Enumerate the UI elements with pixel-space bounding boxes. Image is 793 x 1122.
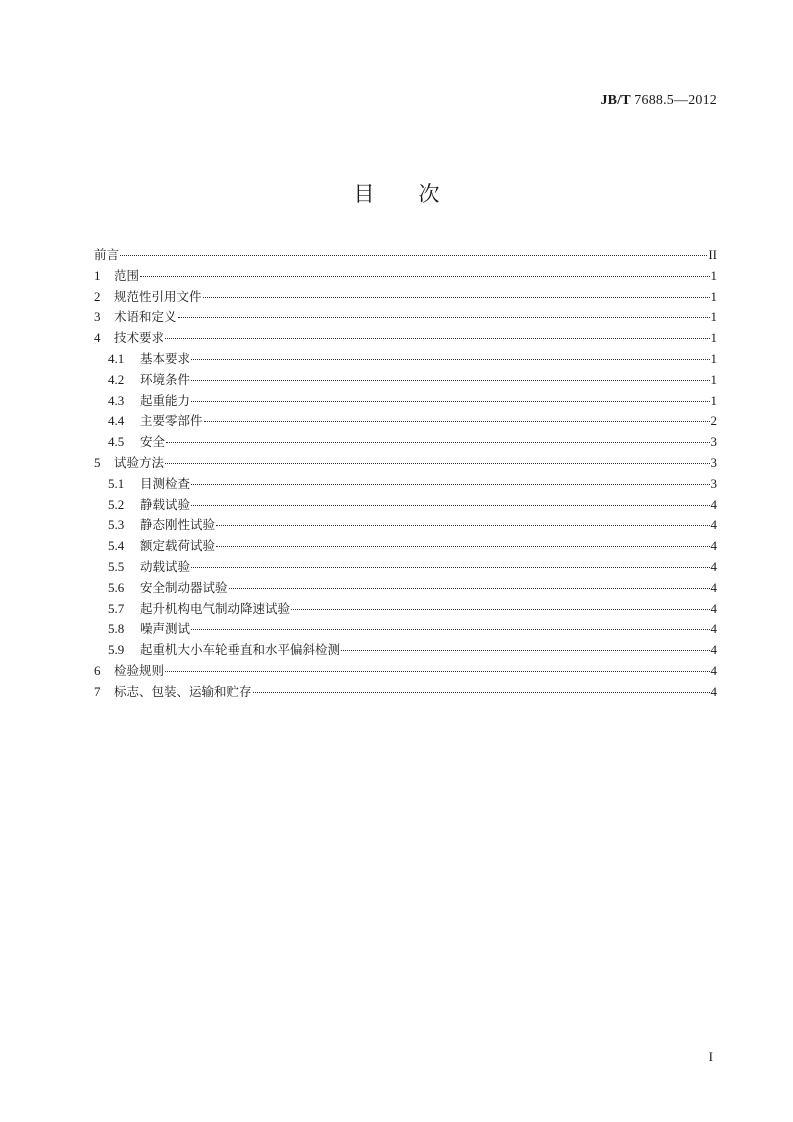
toc-entry-number: 7	[94, 683, 101, 699]
toc-entry-number: 5.7	[108, 600, 125, 616]
toc-entry-title: 前言	[94, 247, 120, 262]
toc-entry-page: 4	[710, 600, 717, 616]
toc-entry[interactable]	[94, 411, 717, 432]
toc-entry-number: 5.9	[108, 642, 125, 658]
toc-entry[interactable]	[94, 640, 717, 661]
toc-entry[interactable]	[94, 536, 717, 557]
toc-entry-title: 动载试验	[140, 558, 191, 574]
toc-dot-leader	[229, 588, 710, 589]
toc-entry[interactable]	[94, 619, 717, 640]
toc-entry-page: 3	[710, 454, 717, 470]
toc-dot-leader	[191, 401, 709, 402]
toc-entry[interactable]	[94, 266, 717, 287]
toc-entry-page: 2	[710, 413, 717, 429]
toc-dot-leader	[191, 505, 709, 506]
toc-entry-page: 4	[710, 662, 717, 678]
toc-entry-page: 1	[710, 288, 717, 304]
toc-entry-page: 4	[710, 496, 717, 512]
toc-entry[interactable]	[94, 432, 717, 453]
toc-dot-leader	[203, 297, 710, 298]
toc-entry-page: 1	[710, 267, 717, 283]
toc-entry-number: 4.5	[108, 434, 125, 450]
toc-entry-title: 标志、包装、运输和贮存	[114, 683, 252, 699]
toc-title: 目次	[353, 182, 484, 206]
toc-entry[interactable]	[94, 370, 717, 391]
toc-entry-number: 4.4	[108, 413, 125, 429]
toc-entry-number: 1	[94, 267, 101, 283]
toc-entry[interactable]	[94, 245, 717, 266]
toc-entry-number: 4.3	[108, 392, 125, 408]
toc-entry-title: 主要零部件	[140, 413, 203, 429]
toc-entry-page: 3	[710, 434, 717, 450]
document-code-prefix: JB/T	[600, 93, 631, 108]
toc-entry-page: 1	[710, 350, 717, 366]
toc-entry-title: 技术要求	[114, 330, 165, 346]
toc-entry-page: 1	[710, 330, 717, 346]
toc-entry-page: II	[708, 247, 717, 262]
toc-entry-title: 目测检查	[140, 475, 191, 491]
toc-entry-page: 4	[710, 558, 717, 574]
toc-entry-title: 安全	[140, 434, 166, 450]
toc-entry-number: 5.3	[108, 517, 125, 533]
toc-entry-number: 5.1	[108, 475, 125, 491]
toc-entry-number: 4.1	[108, 350, 125, 366]
toc-dot-leader	[166, 442, 709, 443]
toc-dot-leader	[165, 671, 709, 672]
toc-entry-number: 5.6	[108, 579, 125, 595]
toc-entry-title: 静载试验	[140, 496, 191, 512]
toc-dot-leader	[341, 650, 709, 651]
toc-entry-number: 5.5	[108, 558, 125, 574]
document-code	[600, 93, 717, 109]
toc-entry[interactable]	[94, 515, 717, 536]
toc-entry-title: 检验规则	[114, 662, 165, 678]
toc-entry-number: 5.4	[108, 538, 125, 554]
toc-entry-title: 静态刚性试验	[140, 517, 216, 533]
toc-entry-page: 4	[710, 621, 717, 637]
toc-entry[interactable]	[94, 682, 717, 703]
toc-entry[interactable]	[94, 453, 717, 474]
toc-dot-leader	[191, 567, 709, 568]
toc-dot-leader	[204, 421, 710, 422]
toc-dot-leader	[291, 609, 709, 610]
toc-entry-title: 规范性引用文件	[114, 288, 202, 304]
toc-entry-title: 范围	[114, 267, 140, 283]
toc-dot-leader	[191, 380, 709, 381]
document-code-number: 7688.5—2012	[634, 93, 717, 108]
toc-entry[interactable]	[94, 661, 717, 682]
toc-entry-title: 额定载荷试验	[140, 538, 216, 554]
toc-entry-page: 3	[710, 475, 717, 491]
toc-dot-leader	[178, 317, 710, 318]
toc-dot-leader	[253, 692, 710, 693]
toc-entry-page: 4	[710, 683, 717, 699]
toc-entry[interactable]	[94, 391, 717, 412]
toc-entry-title: 环境条件	[140, 371, 191, 387]
toc-entry-title: 试验方法	[114, 454, 165, 470]
toc-dot-leader	[165, 463, 709, 464]
toc-entry-number: 5.8	[108, 621, 125, 637]
toc-entry[interactable]	[94, 495, 717, 516]
toc-entry-page: 1	[710, 371, 717, 387]
toc-entry[interactable]	[94, 578, 717, 599]
toc-entry-number: 4.2	[108, 371, 125, 387]
toc-entry-page: 4	[710, 517, 717, 533]
toc-entry-number: 4	[94, 330, 101, 346]
toc-dot-leader	[120, 255, 707, 256]
toc-entry-title: 基本要求	[140, 350, 191, 366]
toc-entry-title: 起升机构电气制动降速试验	[140, 600, 291, 616]
toc-entry-title: 起重能力	[140, 392, 191, 408]
toc-entry-title: 噪声测试	[140, 621, 191, 637]
toc-entry[interactable]	[94, 474, 717, 495]
toc-entry[interactable]	[94, 557, 717, 578]
toc-entry-title: 起重机大小车轮垂直和水平偏斜检测	[140, 642, 341, 658]
toc-entry[interactable]	[94, 349, 717, 370]
toc-entry-number: 3	[94, 309, 101, 325]
toc-dot-leader	[216, 546, 709, 547]
toc-dot-leader	[140, 276, 709, 277]
toc-entry-page: 4	[710, 538, 717, 554]
toc-entry-page: 4	[710, 642, 717, 658]
page-number: I	[708, 1049, 713, 1064]
toc-entry-page: 1	[710, 309, 717, 325]
table-of-contents	[94, 245, 717, 703]
toc-entry[interactable]	[94, 287, 717, 308]
toc-entry-page: 4	[710, 579, 717, 595]
toc-entry-number: 6	[94, 662, 101, 678]
toc-entry[interactable]	[94, 307, 717, 328]
toc-dot-leader	[191, 359, 709, 360]
toc-entry-page: 1	[710, 392, 717, 408]
toc-dot-leader	[216, 525, 709, 526]
toc-entry[interactable]	[94, 328, 717, 349]
toc-entry-number: 5.2	[108, 496, 125, 512]
toc-entry-number: 2	[94, 288, 101, 304]
toc-dot-leader	[191, 629, 709, 630]
toc-dot-leader	[191, 484, 709, 485]
toc-dot-leader	[165, 338, 709, 339]
toc-entry-title: 术语和定义	[114, 309, 177, 325]
toc-entry-number: 5	[94, 454, 101, 470]
toc-entry-title: 安全制动器试验	[140, 579, 228, 595]
toc-entry[interactable]	[94, 599, 717, 620]
